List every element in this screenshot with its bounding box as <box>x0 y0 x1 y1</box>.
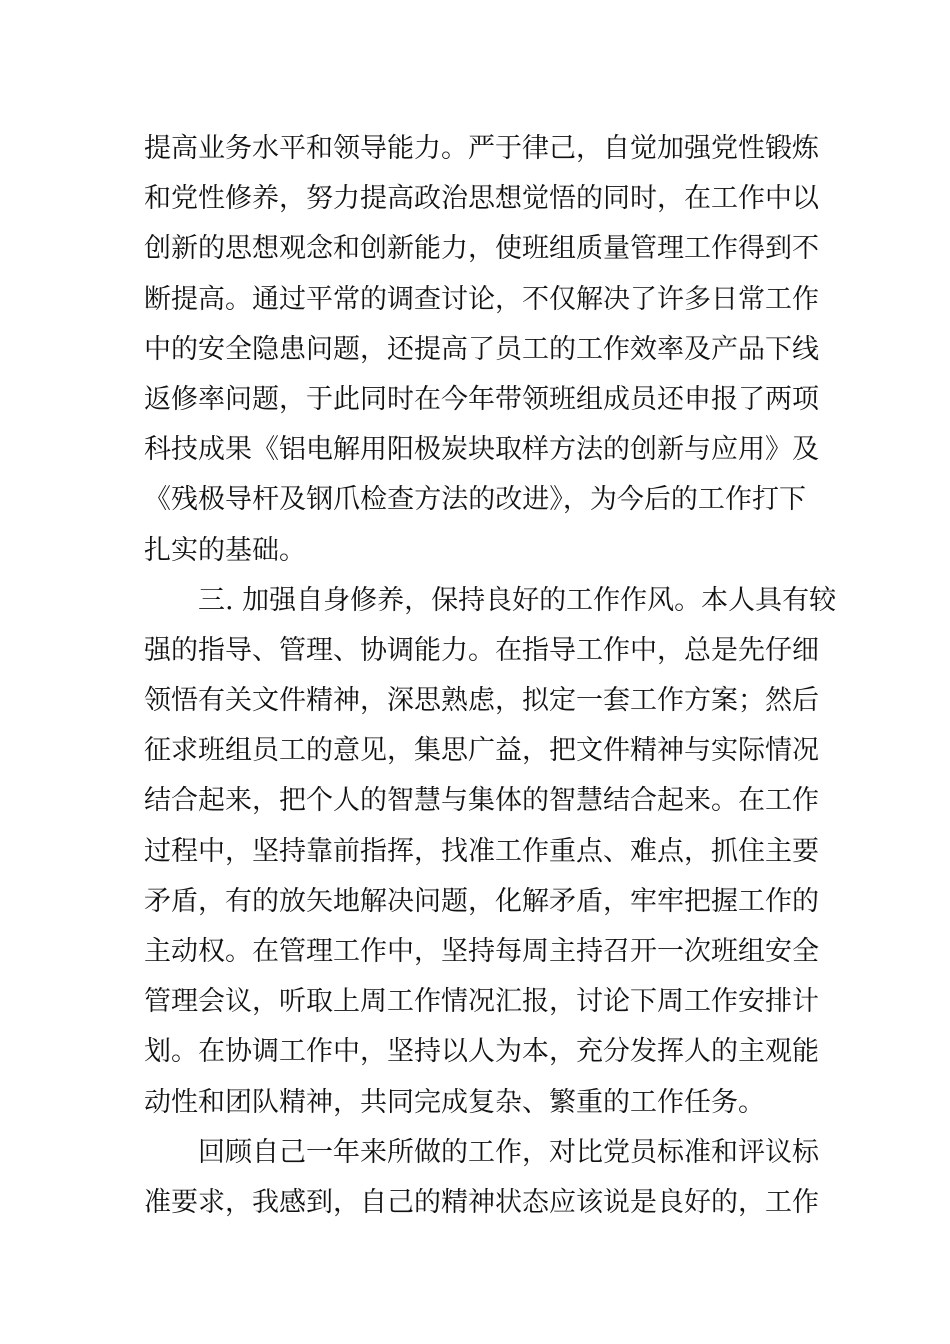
text-line: 征求班组员工的意见，集思广益，把文件精神与实际情况 <box>144 735 819 767</box>
text-line: 《残极导杆及钢爪检查方法的改进》，为今后的工作打下 <box>144 484 806 516</box>
body-text <box>144 124 837 1228</box>
text-line: 领悟有关文件精神，深思熟虑，拟定一套工作方案；然后 <box>144 685 819 717</box>
text-line: 和党性修养，努力提高政治思想觉悟的同时，在工作中以 <box>144 183 819 215</box>
text-line: 动性和团队精神，共同完成复杂、繁重的工作任务。 <box>144 1086 765 1118</box>
text-line: 中的安全隐患问题，还提高了员工的工作效率及产品下线 <box>144 333 819 365</box>
text-line: 过程中，坚持靠前指挥，找准工作重点、难点，抓住主要 <box>144 835 819 867</box>
text-line: 断提高。通过平常的调查讨论，不仅解决了许多日常工作 <box>144 283 819 315</box>
text-line: 三. 加强自身修养，保持良好的工作作风。本人具有较 <box>198 584 837 616</box>
text-line: 回顾自己一年来所做的工作，对比党员标准和评议标 <box>198 1136 819 1168</box>
text-line: 主动权。在管理工作中，坚持每周主持召开一次班组安全 <box>144 936 819 967</box>
text-line: 准要求，我感到，自己的精神状态应该说是良好的，工作 <box>144 1186 819 1218</box>
text-line: 科技成果《铝电解用阳极炭块取样方法的创新与应用》及 <box>144 434 819 466</box>
text-line: 扎实的基础。 <box>144 534 306 566</box>
text-line: 矛盾，有的放矢地解决问题，化解矛盾，牢牢把握工作的 <box>144 885 819 917</box>
text-line: 结合起来，把个人的智慧与集体的智慧结合起来。在工作 <box>144 785 819 817</box>
text-line: 返修率问题，于此同时在今年带领班组成员还申报了两项 <box>144 383 819 415</box>
text-line: 管理会议，听取上周工作情况汇报，讨论下周工作安排计 <box>144 986 819 1018</box>
text-line: 创新的思想观念和创新能力，使班组质量管理工作得到不 <box>144 233 819 265</box>
text-line: 强的指导、管理、协调能力。在指导工作中，总是先仔细 <box>144 634 819 666</box>
text-line: 划。在协调工作中，坚持以人为本，充分发挥人的主观能 <box>144 1036 819 1068</box>
text-line: 提高业务水平和领导能力。严于律己，自觉加强党性锻炼 <box>144 133 819 164</box>
